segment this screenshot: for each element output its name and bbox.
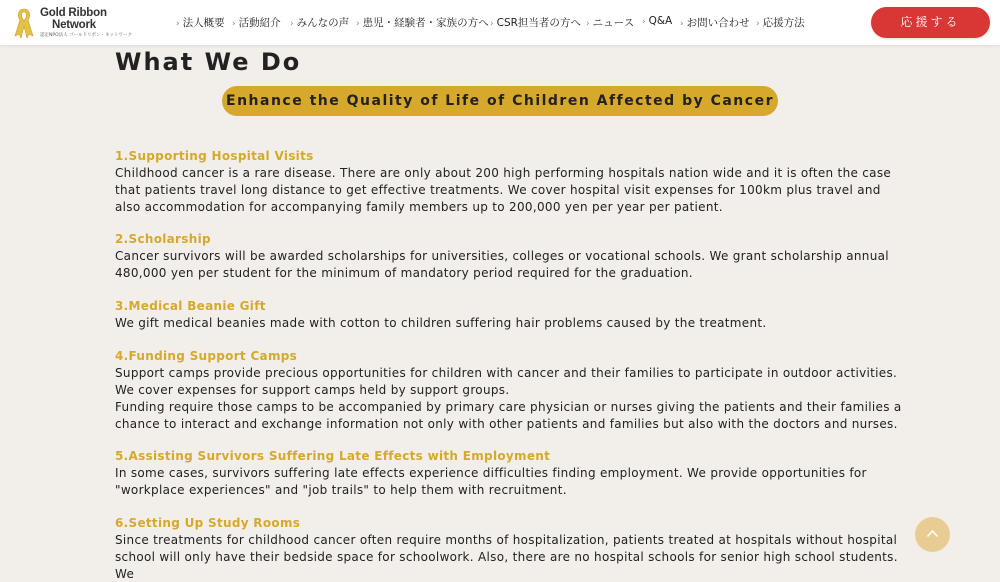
- logo-tagline: 認定NPO法人 ゴールドリボン・ネットワーク: [40, 33, 132, 38]
- nav-item-contact[interactable]: [680, 15, 750, 30]
- nav-item-activities[interactable]: [232, 15, 281, 30]
- nav-item-qa[interactable]: [642, 15, 672, 27]
- nav-item-label: Q&A: [648, 15, 673, 27]
- chevron-right-icon: ›: [586, 19, 590, 29]
- section-body: We gift medical beanies made with cotton to children suffering hair problems caused by the treatment.: [115, 316, 767, 330]
- chevron-right-icon: ›: [490, 19, 494, 29]
- page-title: What We Do: [115, 48, 302, 76]
- section-title: 6.Setting Up Study Rooms: [115, 516, 301, 530]
- nav-item-news[interactable]: [586, 15, 634, 30]
- nav-item-label: ニュース: [592, 17, 635, 29]
- nav-item-label: 患児・経験者・家族の方へ: [362, 17, 489, 29]
- nav-item-about[interactable]: [176, 15, 225, 30]
- logo-name-line2: Network: [52, 19, 96, 31]
- section-title: 1.Supporting Hospital Visits: [115, 149, 314, 163]
- nav-item-how-to-support[interactable]: [756, 15, 805, 30]
- section-title: 4.Funding Support Camps: [115, 349, 298, 363]
- section-title: 3.Medical Beanie Gift: [115, 299, 266, 313]
- chevron-right-icon: ›: [680, 19, 684, 29]
- chevron-right-icon: ›: [176, 19, 180, 29]
- section-body: In some cases, survivors suffering late effects experience difficulties finding employment. We provide opportunities for "workplace experiences" and "job trails" to help them with recruitment.: [115, 466, 867, 497]
- logo-name-line1: Gold Ribbon: [40, 7, 107, 19]
- section-body: Support camps provide precious opportunities for children with cancer and their families to participate in outdoor activities. We cover expenses for support camps held by support groups.: [115, 366, 898, 397]
- nav-item-label: お問い合わせ: [686, 17, 750, 29]
- support-button[interactable]: 応援する: [871, 7, 990, 38]
- chevron-right-icon: ›: [756, 19, 760, 29]
- chevron-right-icon: ›: [356, 19, 360, 29]
- site-header: [0, 0, 1000, 45]
- nav-item-label: 法人概要: [182, 17, 225, 29]
- section-title: 5.Assisting Survivors Suffering Late Effects with Employment: [115, 449, 551, 463]
- chevron-right-icon: ›: [642, 17, 646, 27]
- nav-item-label: CSR担当者の方へ: [496, 17, 581, 29]
- section-body-continued: Funding require those camps to be accompanied by primary care physician or nurses giving the patients and their families a chance to interact and exchange information not only with other patients and families but also with the doctors and nurses.: [115, 400, 902, 431]
- section-body: Since treatments for childhood cancer often require months of hospitalization, patients treated at hospitals without hospital school will only have their bedside space for schoolwork. Also, there are no hospital schools for senior high school students. We: [115, 533, 898, 581]
- nav-item-patients-families[interactable]: [356, 15, 489, 30]
- nav-item-label: 活動紹介: [238, 17, 281, 29]
- site-logo[interactable]: [12, 6, 132, 40]
- chevron-up-icon: [926, 529, 939, 538]
- gold-ribbon-icon: [12, 7, 36, 39]
- section-body: Cancer survivors will be awarded scholarships for universities, colleges or vocational schools. We grant scholarship annual 480,000 yen per student for the minimum of mandatory period required for the graduation.: [115, 249, 889, 280]
- section-body: Childhood cancer is a rare disease. There are only about 200 high performing hospitals nation wide and it is often the case that patients travel long distance to get effective treatments. We cover hospital visit expenses for 100km plus travel and also accommodation for accompanying family members up to 200,000 yen per year per patient.: [115, 166, 892, 214]
- section-title: 2.Scholarship: [115, 232, 211, 246]
- chevron-right-icon: ›: [290, 19, 294, 29]
- nav-item-voices[interactable]: [290, 15, 349, 30]
- nav-item-label: みんなの声: [296, 17, 350, 29]
- nav-item-csr[interactable]: [490, 15, 581, 30]
- chevron-right-icon: ›: [232, 19, 236, 29]
- subheading-banner: Enhance the Quality of Life of Children Affected by Cancer: [222, 86, 778, 116]
- nav-item-label: 応援方法: [762, 17, 805, 29]
- back-to-top-button[interactable]: [915, 517, 950, 552]
